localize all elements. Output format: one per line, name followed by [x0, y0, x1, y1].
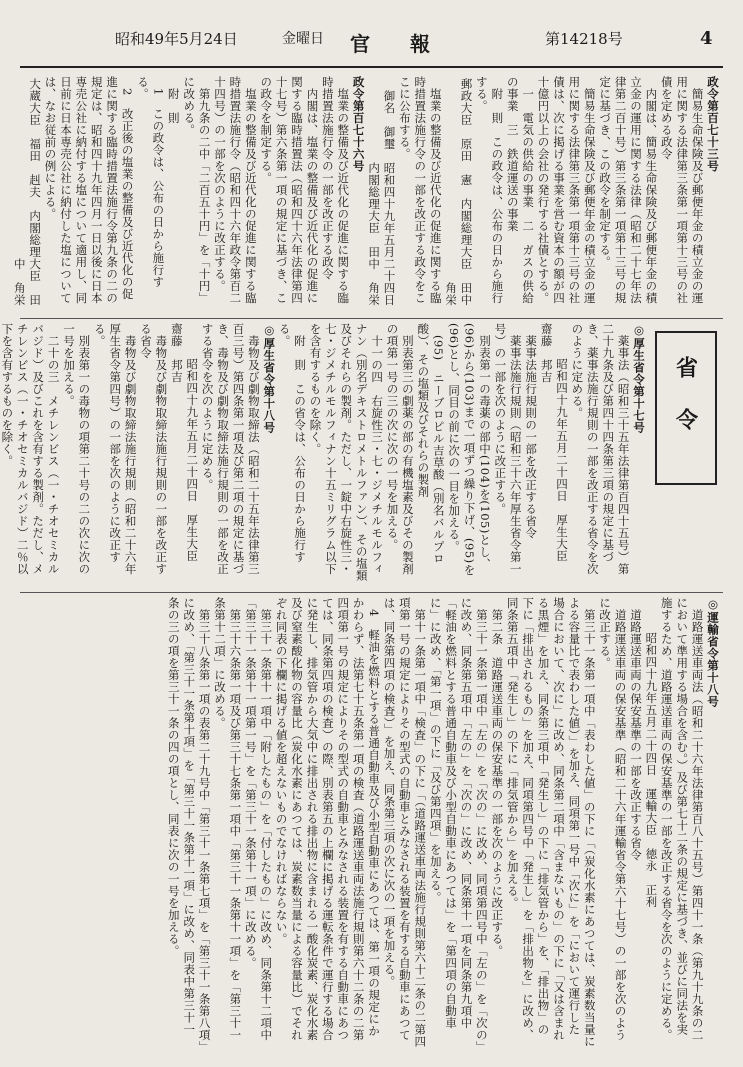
text-paragraph: 2 改正後の塩業の整備及び近代化の促進に関する臨時措置法施行令第九条の二の規定は、昭和四十九年四月一日以後に日本専売公社に納付する塩について適用し、同日前に日本専売公社に納付した塩については、なお従前の例による。 [43, 76, 135, 304]
text-paragraph: 塩業の整備及び近代化の促進に関する臨時措置法施行令の一部を改正する政令 [320, 76, 351, 304]
text-paragraph: 簡易生命保険及び郵便年金の積立金の運用に関する法律第三条第一項第十三号の社債は、次に掲げる事業を営む資本の額が四十億円以上の会社の発行する社債とする。 [536, 76, 597, 304]
text-paragraph: 薬事法施行規則の一部を改正する省令 [524, 334, 539, 539]
text-paragraph: 第三十八条第一項の表第二十九号中「第三十一条第七項」を「第三十一条第八項」に改め、「第三十一条第十項」を「第三十一条第十一項」に改め、同表中第三十一条の三の項を第三十一条の四の項とし、同表に次の一号を加える。 [166, 597, 212, 1047]
text-paragraph: 第三十六条第一項及び第三十七条第一項中「第三十一条第十一項」を「第三十一条第十二項」に改める。 [213, 597, 243, 1041]
text-paragraph: 一 電気の供給の事業 二 ガスの供給の事業 三 鉄道運送の事業 [505, 76, 536, 304]
ordinance-heading: ◎厚生省令第十八号 [262, 323, 277, 434]
text-paragraph: 御名 御璽 昭和四十九年五月二十四日 内閣総理大臣 田中 角栄 [367, 90, 397, 318]
text-paragraph: 第三十一条第一項中「表わした値」の下に「（炭化水素にあつては、炭素数当量による容量比で表わした値）」を加え、同項第一号中「次に」を「において運行した場合において、次に」に改め、同条第二項中「含まないもの」の下に「又は含まれる黒煙」を加え、同条第三項中「発生し」の下に「排気管から」を、「排出物」の下に「排出されるもの」を加え、同項第四号中「発生し」を「排出物を」に改め、同条第五項中「発生し」の下に「排気管から」を加える。 [505, 597, 597, 1047]
text-paragraph: 昭和四十九年五月二十四日 運輸大臣 徳永 正利 [644, 631, 659, 908]
text-paragraph: 道路運送車両の保安基準の一部を改正する省令 [628, 608, 643, 861]
text-paragraph: 第二条 道路運送車両の保安基準の一部を次のように改正する。 [490, 608, 505, 957]
text-paragraph: 第三十一条第一項中「左の」を「次の」に改め、同項第四号中「左の」を「次の」に改め、同条第五項中「左の」を「次の」に改め、同条第十一項を同条第九項中「軽油を燃料とする普通自動車及び小型自動車にあつては」を「第四項の自動車に」に改め、「第一項」の下に「及び第四項」を加える。 [428, 597, 489, 1047]
cabinet-orders-column [8, 76, 723, 318]
ordinance-heading: ◎厚生省令第十七号 [632, 323, 646, 434]
text-paragraph: 4 軽油を燃料とする普通自動車及び小型自動車にあつては、第一項の規定にかかわらず、法第七十五条第一項の検査（道路運送車両法施行規則第六十二条の二第四項第一号の規定によりその型式の自動車とみなされる装置を有する自動車にあつては、同条第四項の検査）の際、別表第五の上欄に掲げる運転条件で運行する場合に発生し、排気管から大気中に排出される排出物に含まれる一酸化炭素、炭化水素及び窒素酸化物の容量比（炭化水素にあつては、炭素数当量による容量比）でそれぞれ同表の下欄に掲げる値を超えないものでなければならない。 [274, 597, 382, 1041]
text-paragraph: 内閣は、塩業の整備及び近代化の促進に関する臨時措置法（昭和四十六年法律第四十七号）第六条第一項の規定に基づき、この政令を制定する。 [259, 76, 320, 304]
issue-weekday: 金曜日 [282, 31, 324, 47]
text-paragraph: 附 則 この政令は、公布の日から施行する。 [474, 76, 505, 304]
text-paragraph: 塩業の整備及び近代化の促進に関する臨時措置法施行令の一部を改正する政令をここに公布する。 [397, 76, 443, 304]
text-paragraph: 1 この政令は、公布の日から施行する。 [135, 76, 166, 288]
text-paragraph: 第三十一条第十一項中「附したもの」を「付したもの」に改め、同条第十二項中「第三十一条第十一項第一号」を「第三十一条第十一項」に改める。 [243, 597, 274, 1041]
text-paragraph: 附 則 この省令は、公布の日から施行する。 [277, 323, 308, 563]
text-paragraph: 塩業の整備及び近代化の促進に関する臨時措置法施行令（昭和四十六年政令第百二十四号）の一部を次のように改正する。 [213, 76, 258, 304]
text-paragraph: 薬事法施行規則（昭和三十六年厚生省令第一号）の一部を次のように改正する。 [493, 323, 523, 575]
top-band [12, 76, 723, 318]
text-paragraph: 別表第一の毒物の項第二十号の二の次に次の一号を加える。 [61, 323, 92, 575]
text-paragraph: 郵政大臣 原田 憲 内閣総理大臣 田中 角栄 [444, 78, 474, 318]
ordinance-heading: 政令第百七十六号 [351, 76, 366, 172]
ordinance-section-label: 省令 [672, 356, 699, 460]
transport-ordinance-column [162, 597, 723, 1047]
text-paragraph: 二十の三 メチレンビス（一・チオセミカルバジド）及びこれを含有する製剤。ただし、メチレンビス（一・チオセミカルバジド）二％以下を含有するものを除く。 [0, 323, 61, 575]
gazette-title: 官報 [350, 32, 470, 56]
text-paragraph: 内閣は、簡易生命保険及び郵便年金の積立金の運用に関する法律（昭和二十七年法律第二百十号）第三条第一項第十三号の規定に基づき、この政令を制定する。 [598, 76, 659, 304]
text-paragraph: 道路運送車両法（昭和二十六年法律第百八十五号）第四十一条（第九十九条の二において準用する場合を含む。）及び第七十二条の規定に基づき、並びに同法を実施するため、道路運送車両の保安基準の一部を改正する省令を次のように定める。 [659, 597, 705, 1041]
middle-band [0, 318, 723, 585]
text-paragraph: 毒物及び劇物取締法施行規則（昭和二十六年厚生省令第四号）の一部を次のように改正する。 [92, 323, 138, 575]
ordinance-heading: 政令第百七十三号 [706, 76, 720, 172]
text-paragraph: 簡易生命保険及び郵便年金の積立金の運用に関する法律第三条第一項第十三号の社債を定める政令 [659, 76, 705, 304]
page-number: 4 [700, 28, 713, 49]
bottom-band [20, 592, 723, 1047]
text-paragraph: 昭和四十九年五月二十四日 厚生大臣 齋藤 邦吉 [169, 323, 200, 574]
text-paragraph: 毒物及び劇物取締法（昭和二十五年法律第三百三号）第四条第一項及び第二項の規定に基づき、毒物及び劇物取締法施行規則の一部を改正する省令を次のように定める。 [200, 323, 261, 575]
text-paragraph: 十一の四 右旋性三・七・ジメチルモルフィナン（別名デキストロメトルファン）、その塩類及びそれらの製剤。ただし、一錠中右旋性三・七・ジメチルモルフィナン十五ミリグラム以下を含有するものを除く。 [308, 323, 385, 582]
ordinance-section-box [655, 331, 717, 485]
text-paragraph: 別表第三の劇薬の部の有機塩素及びその製剤の項第一号の三の次に次の一号を加える。 [385, 323, 415, 575]
welfare-ordinances-column [0, 323, 649, 585]
gazette-header [20, 14, 723, 68]
text-paragraph: (95) ニーブロピル吉草酸（別名バルプロ酸）、その塩類及びそれらの製剤 [416, 323, 446, 565]
text-paragraph: 薬事法（昭和三十五年法律第百四十五号）第二十九条及び第四十四条第三項の規定に基づき、薬事法施行規則の一部を改正する省令を次のように定める。 [570, 323, 631, 575]
text-paragraph: 道路運送車両の保安基準（昭和二十六年運輸省令第六十七号）の一部を次のように改正する。 [598, 597, 628, 1041]
issue-number: 第14218号 [545, 30, 623, 48]
text-paragraph: 別表第一の毒薬の部中(104)を(105)とし、(96)から(103)まで一項ずつ繰り下げ、(95)を(96)とし、同目の前に次の一目を加える。 [447, 323, 492, 576]
text-paragraph: 附 則 [166, 87, 181, 124]
issue-date: 昭和49年5月24日 [115, 30, 238, 48]
text-paragraph: 第十一条第一項中「検査」の下に「（道路運送車両法施行規則第六十二条の二第四項第一号の規定によりその型式の自動車とみなされる装置を有する自動車にあつては、同条第四項の検査）」を加え、同条第三項の次に次の一項を加える。 [382, 597, 428, 1047]
text-paragraph: 第九条の二中「二百五十円」を「十円」に改める。 [182, 76, 212, 304]
text-paragraph: 大蔵大臣 福田 赳夫 内閣総理大臣 田中 角栄 [12, 78, 43, 306]
text-paragraph: 毒物及び劇物取締法施行規則の一部を改正する省令 [139, 323, 169, 575]
text-paragraph: 昭和四十九年五月二十四日 厚生大臣 齋藤 邦吉 [539, 323, 569, 574]
ordinance-heading: ◎運輸省令第十八号 [706, 597, 720, 708]
